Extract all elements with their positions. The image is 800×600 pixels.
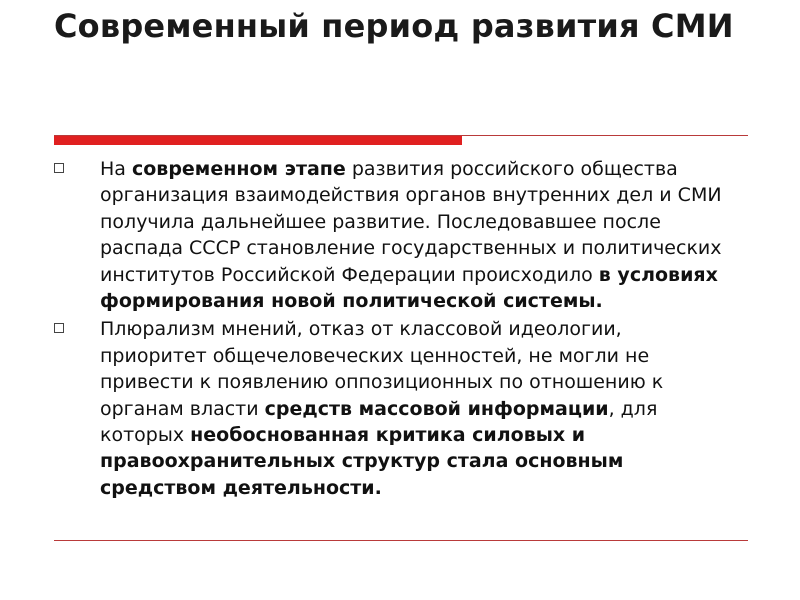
bold-text-segment: в условиях формирования новой политической системы. <box>100 263 718 313</box>
bullet-text <box>100 158 722 312</box>
slide-title: Современный период развития СМИ <box>54 7 734 45</box>
bold-text-segment: средств массовой информации <box>264 397 609 420</box>
text-segment: , для которых <box>100 397 658 447</box>
text-segment: Плюрализм мнений, отказ от классовой идеологии, приоритет общечеловеческих ценностей, не могли не привести к появлению оппозиционных по отношению к органам власти <box>100 318 664 420</box>
text-segment: развития российского общества организация взаимодействия органов внутренних дел и СМИ получила дальнейшее развитие. Последовавшее после распада СССР становление государственных и политических институтов Российской Федерации происходило <box>100 158 722 286</box>
text-segment: На <box>100 158 132 180</box>
bold-text-segment: современном этапе <box>131 158 346 180</box>
bullet-text <box>100 318 663 498</box>
slide-body <box>54 156 734 503</box>
square-bullet-icon <box>54 323 64 333</box>
bottom-divider-line <box>54 540 748 541</box>
bold-text-segment: необоснованная критика силовых и правоохранительных структур стала основным средством деятельности. <box>100 424 624 499</box>
title-accent-bar <box>54 136 462 145</box>
square-bullet-icon <box>54 163 64 173</box>
bullet-item-1 <box>54 156 734 314</box>
bullet-item-2 <box>54 316 734 501</box>
